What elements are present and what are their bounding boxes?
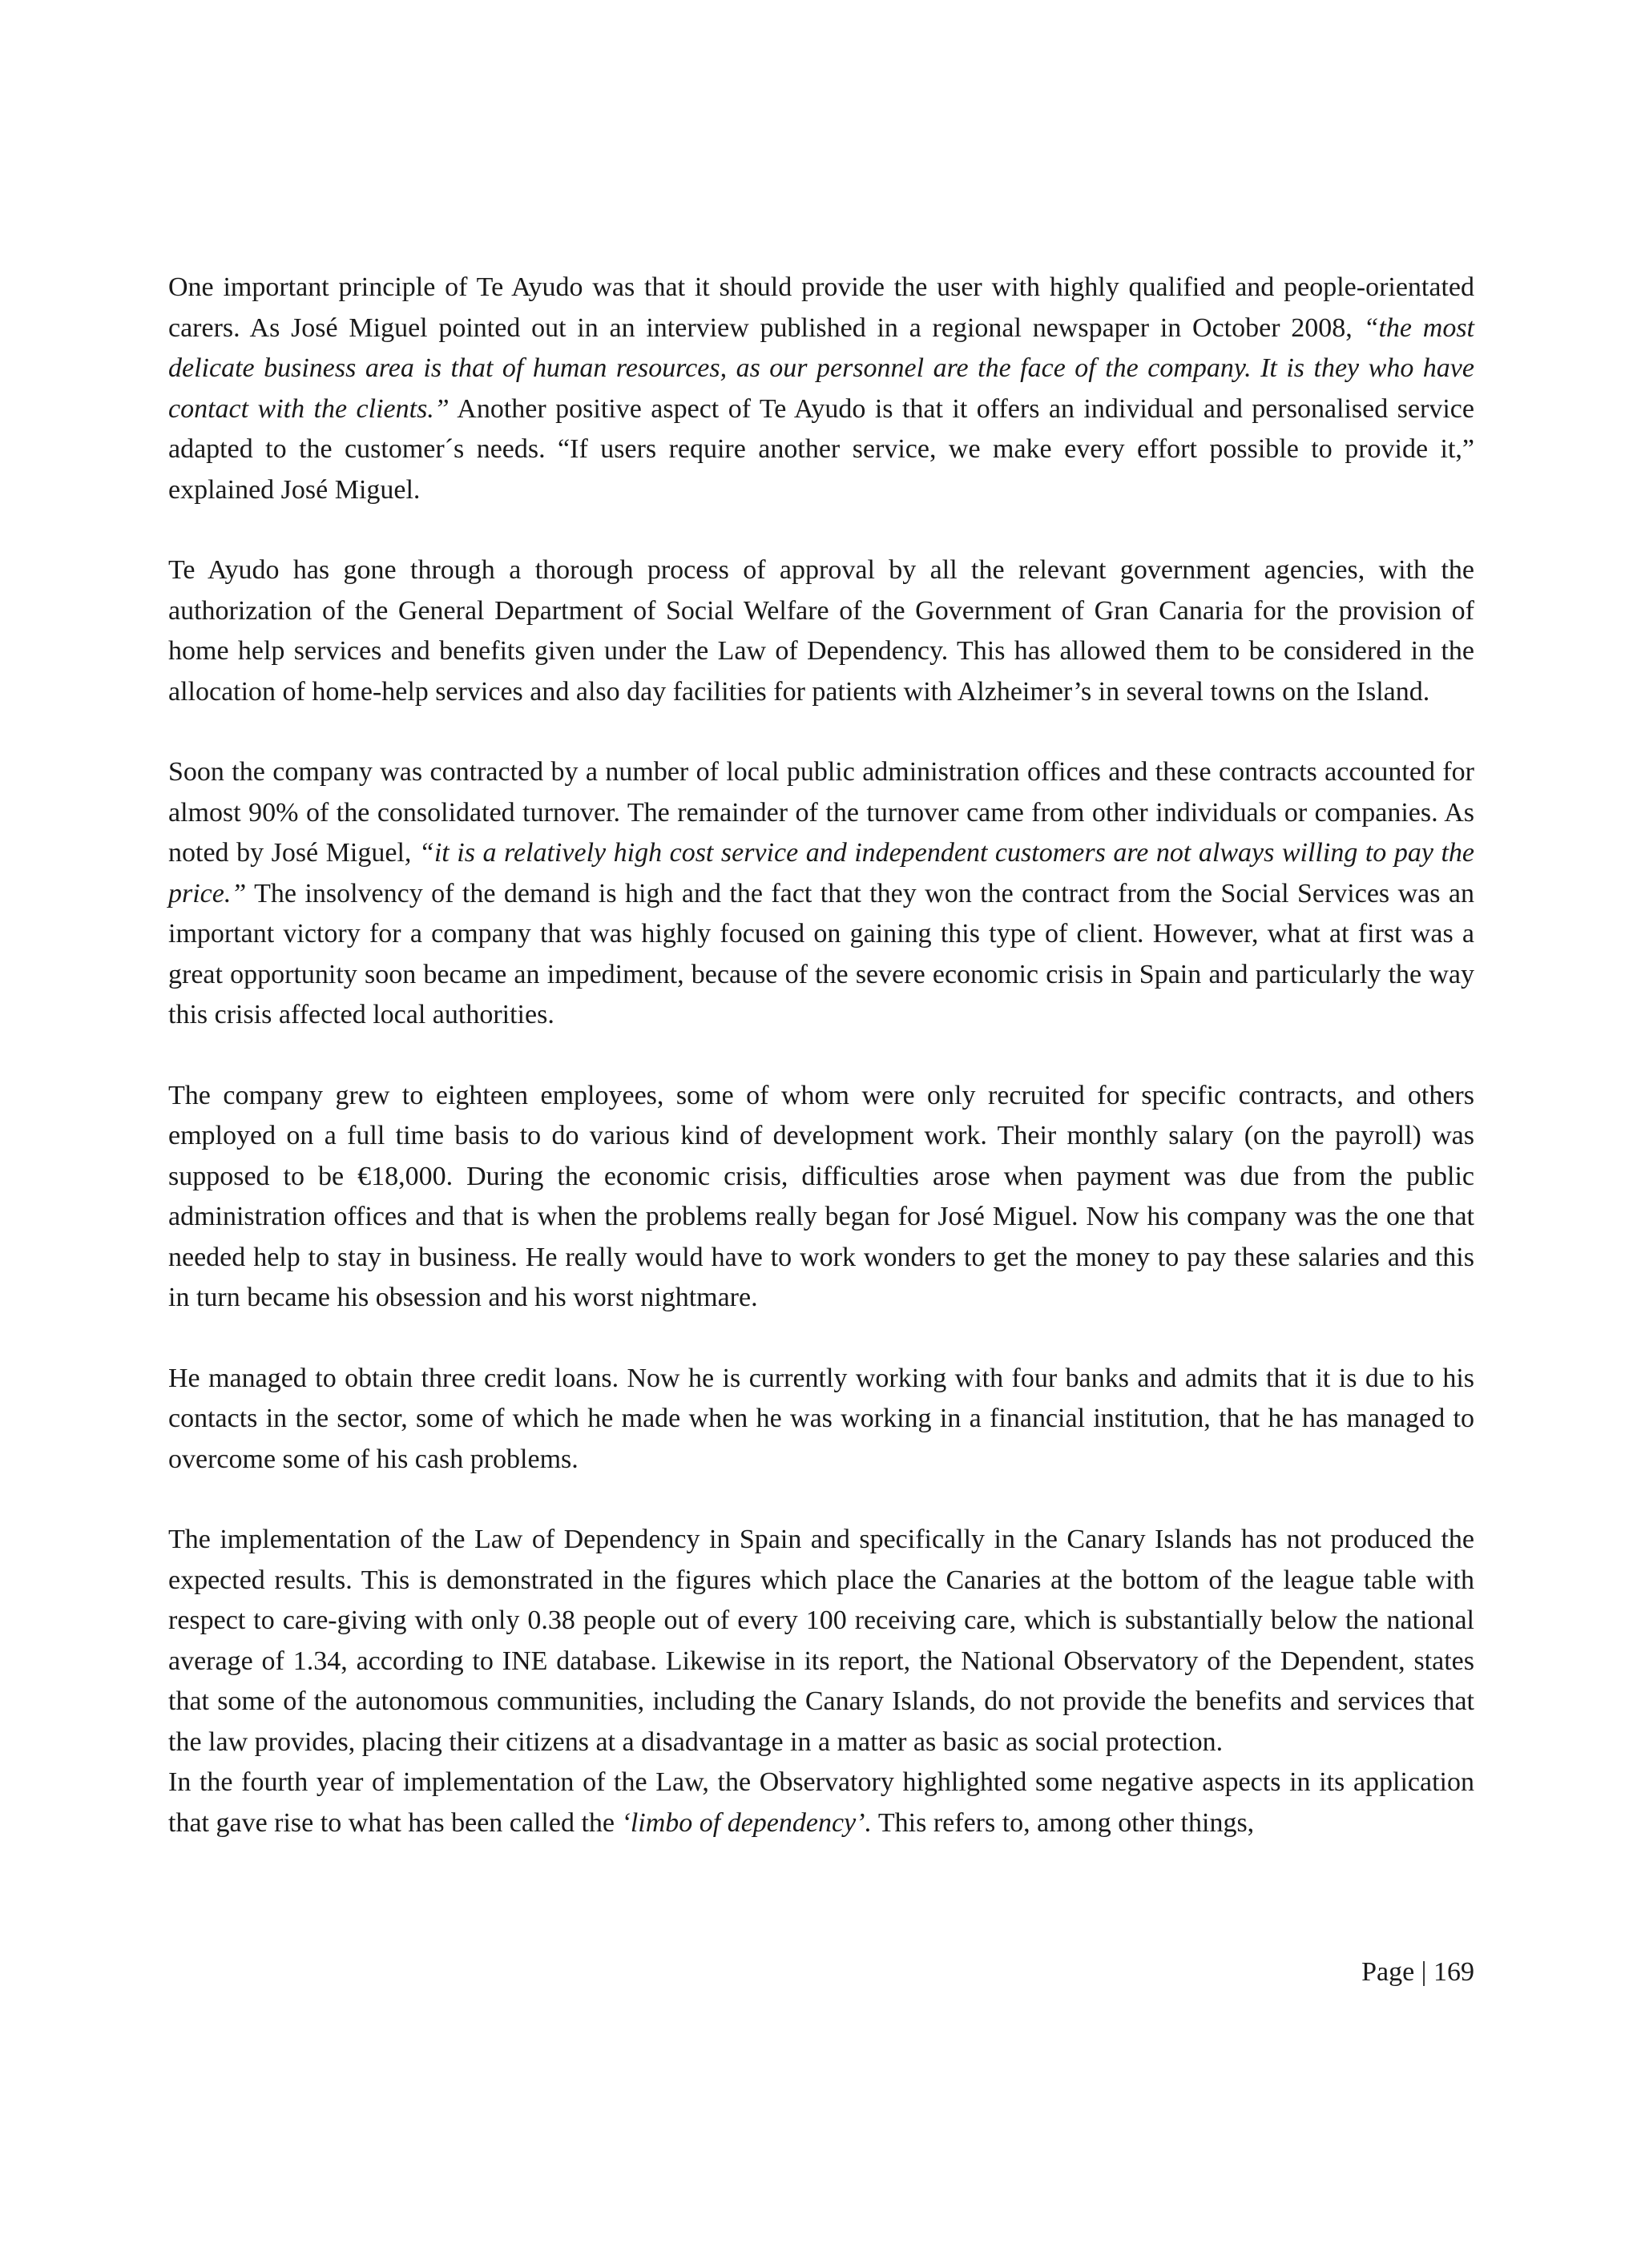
paragraph-3-quote: , “it is a relatively high cost service and independent customers are not always willing to pay the price.” [168,838,1474,908]
paragraph-3 [168,752,1474,1036]
paragraph-3-text: Soon the company was contracted by a number of local public administration offices and these contracts accounted for almost 90% of the consolidated turnover. The remainder of the turnover came from other individuals or companies. As noted by José Miguel [168,757,1474,868]
paragraph-7 [168,1762,1474,1843]
paragraph-1 [168,268,1474,510]
paragraph-7-quote: ‘limbo of dependency’. [621,1807,872,1838]
paragraph-2: Te Ayudo has gone through a thorough process of approval by all the relevant government agencies, with the authorization of the General Department of Social Welfare of the Government of Gran Canaria for the provision of home help services and benefits given under the Law of Dependency. This has allowed them to be considered in the allocation of home-help services and also day facilities for patients with Alzheimer’s in several towns on the Island. [168,555,1474,707]
paragraph-7-text-end: This refers to, among other things, [872,1807,1255,1838]
paragraph-1-text-end: Another positive aspect of Te Ayudo is that it offers an individual and personalised service adapted to the customer´s needs. “If users require another service, we make every effort possible to provide it,” explained José Miguel. [168,393,1474,505]
paragraph-6: The implementation of the Law of Dependency in Spain and specifically in the Canary Islands has not produced the expected results. This is demonstrated in the figures which place the Canaries at the bottom of the league table with respect to care-giving with only 0.38 people out of every 100 receiving care, which is substantially below the national average of 1.34, according to INE database. Likewise in its report, the National Observatory of the Dependent, states that some of the autonomous communities, including the Canary Islands, do not provide the benefits and services that the law provides, placing their citizens at a disadvantage in a matter as basic as social protection. [168,1525,1474,1757]
page-number: Page | 169 [1361,1957,1474,1987]
paragraph-5: He managed to obtain three credit loans. Now he is currently working with four banks and admits that it is due to his contacts in the sector, some of which he made when he was working in a financial institution, that he has managed to overcome some of his cash problems. [168,1363,1474,1474]
paragraph-1-quote: “the most delicate business area is that of human resources, as our personnel are the face of the company. It is they who have contact with the clients.” [168,312,1474,424]
page-body [168,268,1474,1843]
paragraph-4: The company grew to eighteen employees, some of whom were only recruited for specific contracts, and others employed on a full time basis to do various kind of development work. Their monthly salary (on the payroll) was supposed to be €18,000. During the economic crisis, difficulties arose when payment was due from the public administration offices and that is when the problems really began for José Miguel. Now his company was the one that needed help to stay in business. He really would have to work wonders to get the money to pay these salaries and this in turn became his obsession and his worst nightmare. [168,1080,1474,1312]
paragraph-7-text: In the fourth year of implementation of the Law, the Observatory highlighted some negative aspects in its application that gave rise to what has been called the [168,1767,1474,1838]
paragraph-1-text: One important principle of Te Ayudo was that it should provide the user with highly qualified and people-orientated carers. As José Miguel pointed out in an interview published in a regional newspaper in October 2008, [168,272,1474,343]
paragraph-3-text-end: The insolvency of the demand is high and the fact that they won the contract from the Social Services was an important victory for a company that was highly focused on gaining this type of client. However, what at first was a great opportunity soon became an impediment, because of the severe economic crisis in Spain and particularly the way this crisis affected local authorities. [168,878,1474,1029]
